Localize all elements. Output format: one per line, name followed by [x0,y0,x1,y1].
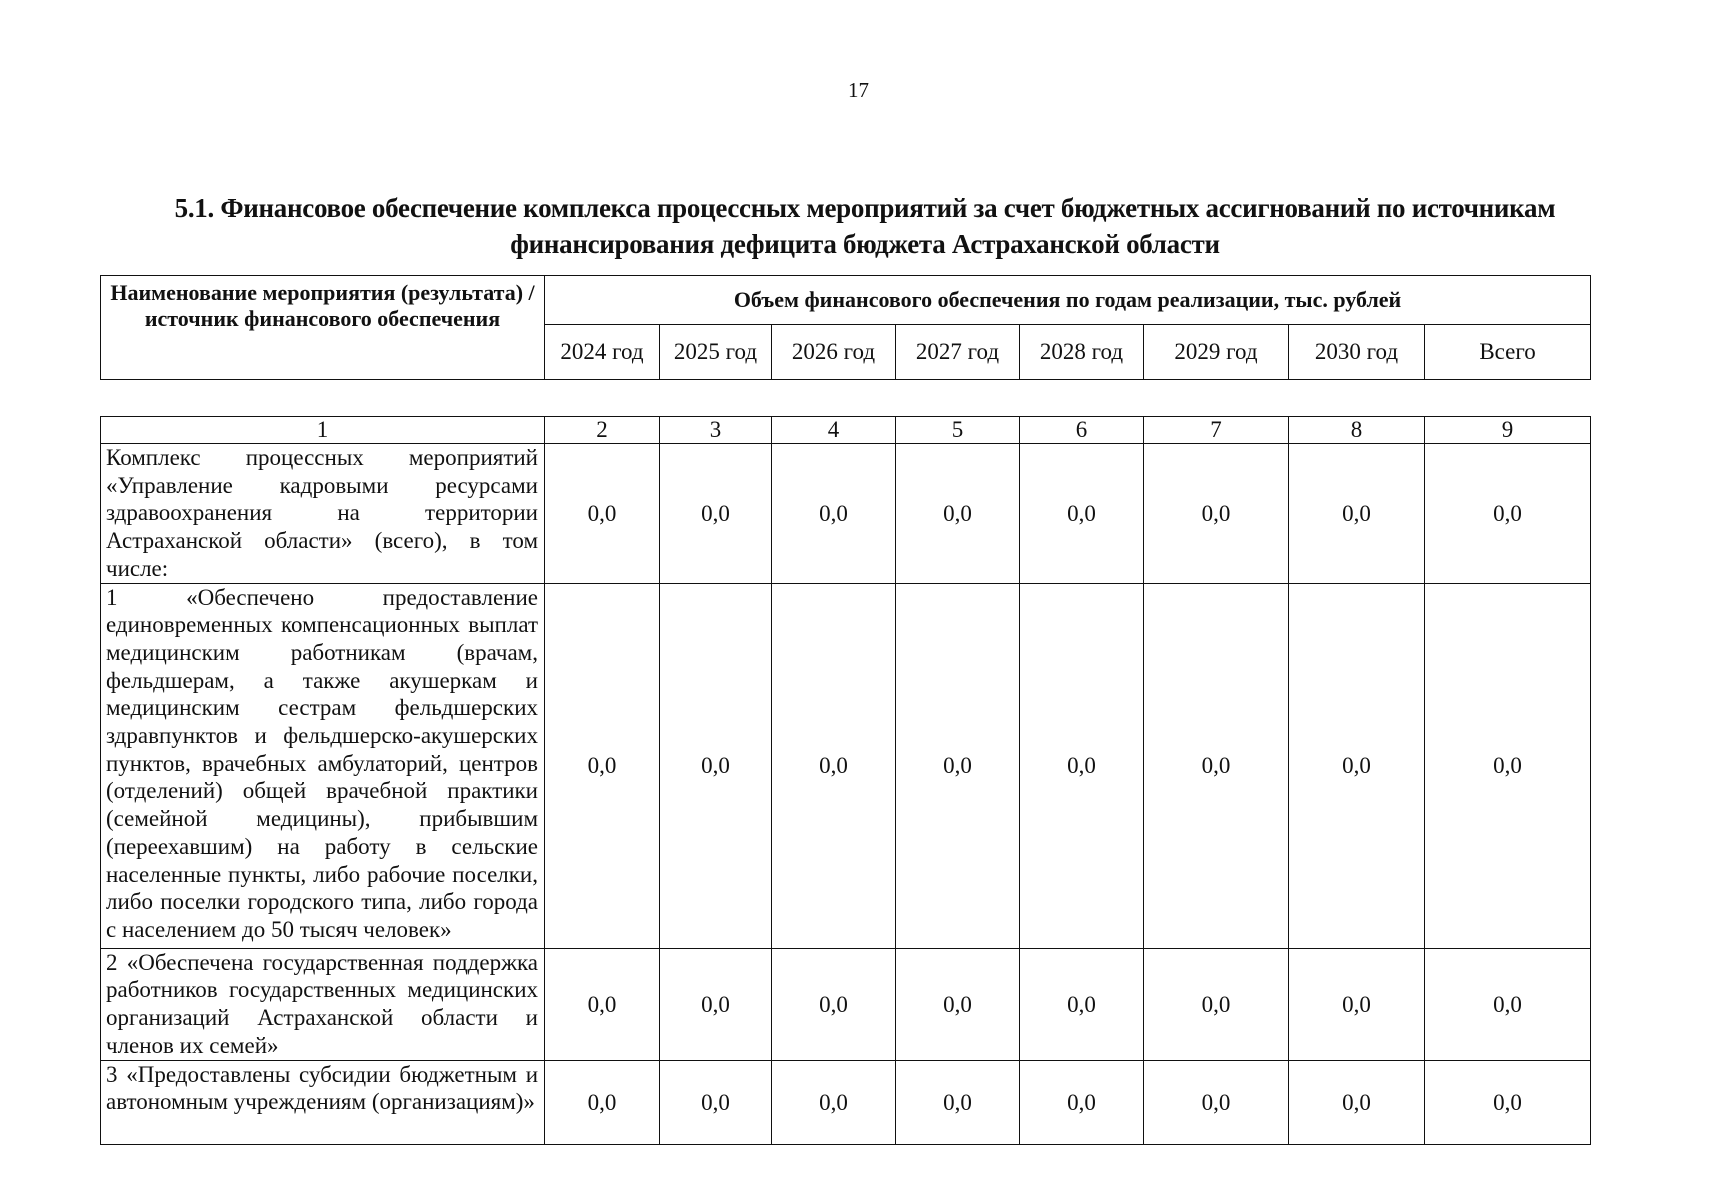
value-2029: 0,0 [1144,948,1289,1060]
header-year-2030: 2030 год [1289,325,1425,380]
header-year-2028: 2028 год [1020,325,1144,380]
page-number: 17 [848,78,869,102]
column-number-row [101,417,1591,444]
value-2027: 0,0 [896,948,1020,1060]
row-name: 1 «Обеспечено предоставление единовременных компенсационных выплат медицинским работникам (врачам, фельдшерам, а также акушеркам и медицинским сестрам фельдшерских здравпунктов и фельдшерско-акушерских пунктов, врачебных амбулаторий, центров (отделений) общей врачебной практики (семейной медицины), прибывшим (переехавшим) на работу в сельские населенные пункты, либо рабочие поселки, либо поселки городского типа, либо города с населением до 50 тысяч человек» [101,583,545,948]
table-row [101,948,1591,1060]
value-2028: 0,0 [1020,583,1144,948]
header-year-2024: 2024 год [545,325,660,380]
value-total: 0,0 [1425,948,1591,1060]
row-name: 3 «Предоставлены субсидии бюджетным и автономным учреждениям (организациям)» [101,1060,545,1144]
column-number: 3 [660,417,772,444]
value-2030: 0,0 [1289,948,1425,1060]
column-number: 8 [1289,417,1425,444]
value-2029: 0,0 [1144,444,1289,584]
header-total: Всего [1425,325,1591,380]
value-2030: 0,0 [1289,444,1425,584]
value-2025: 0,0 [660,444,772,584]
value-total: 0,0 [1425,1060,1591,1144]
value-total: 0,0 [1425,583,1591,948]
value-2025: 0,0 [660,583,772,948]
value-2024: 0,0 [545,1060,660,1144]
value-2027: 0,0 [896,583,1020,948]
value-total: 0,0 [1425,444,1591,584]
column-number: 7 [1144,417,1289,444]
table-row [101,583,1591,948]
header-year-2025: 2025 год [660,325,772,380]
value-2029: 0,0 [1144,583,1289,948]
value-2029: 0,0 [1144,1060,1289,1144]
column-number: 9 [1425,417,1591,444]
value-2030: 0,0 [1289,583,1425,948]
value-2026: 0,0 [772,1060,896,1144]
value-2027: 0,0 [896,1060,1020,1144]
header-name-column: Наименование мероприятия (результата) / источник финансового обеспечения [101,276,545,380]
value-2026: 0,0 [772,948,896,1060]
row-name: Комплекс процессных мероприятий «Управление кадровыми ресурсами здравоохранения на территории Астраханской области» (всего), в том числе: [101,444,545,584]
row-name: 2 «Обеспечена государственная поддержка работников государственных медицинских организаций Астраханской области и членов их семей» [101,948,545,1060]
financing-table-body [100,416,1591,1145]
financing-table-header [100,275,1591,380]
value-2030: 0,0 [1289,1060,1425,1144]
value-2028: 0,0 [1020,948,1144,1060]
value-2026: 0,0 [772,444,896,584]
value-2024: 0,0 [545,444,660,584]
column-number: 2 [545,417,660,444]
column-number: 5 [896,417,1020,444]
value-2024: 0,0 [545,583,660,948]
table-row [101,1060,1591,1144]
value-2025: 0,0 [660,948,772,1060]
column-number: 4 [772,417,896,444]
column-number: 1 [101,417,545,444]
value-2027: 0,0 [896,444,1020,584]
value-2028: 0,0 [1020,1060,1144,1144]
header-year-2026: 2026 год [772,325,896,380]
value-2026: 0,0 [772,583,896,948]
header-year-2027: 2027 год [896,325,1020,380]
section-title: 5.1. Финансовое обеспечение комплекса процессных мероприятий за счет бюджетных ассигнований по источникам финансирования дефицита бюджета Астраханской области [174,193,1556,259]
value-2028: 0,0 [1020,444,1144,584]
column-number: 6 [1020,417,1144,444]
value-2024: 0,0 [545,948,660,1060]
header-year-2029: 2029 год [1144,325,1289,380]
table-row [101,444,1591,584]
value-2025: 0,0 [660,1060,772,1144]
header-volume-group: Объем финансового обеспечения по годам реализации, тыс. рублей [545,276,1591,325]
